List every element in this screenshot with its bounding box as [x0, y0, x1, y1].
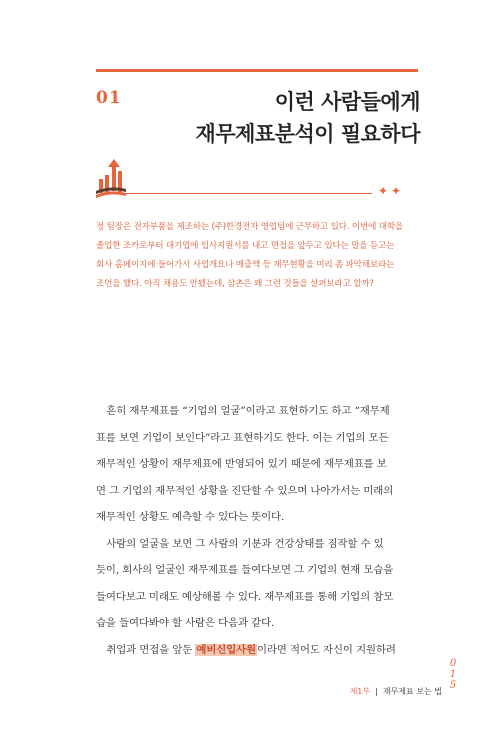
body-line: 면 그 기업의 재무적인 상황을 진단할 수 있으며 나아가서는 미래의 — [96, 484, 394, 497]
body-line: 재무적인 상황도 예측할 수 있다는 뜻이다. — [96, 511, 285, 523]
body-line: 듯이, 회사의 얼굴인 재무제표를 들여다보면 그 기업의 현재 모습을 — [96, 564, 394, 576]
body-line: 들여다보고 미래도 예상해볼 수 있다. 재무제표를 통해 기업의 참모 — [96, 590, 394, 603]
body-line-last-before: 취업과 면접을 앞둔 — [96, 643, 196, 656]
body-line: 사람의 얼굴을 보면 그 사람의 기분과 건강상태를 짐작할 수 있 — [96, 537, 384, 550]
chapter-number: 01 — [96, 88, 122, 108]
intro-line: 회사 홈페이지에 들어가서 사업개요나 매출액 등 재무현황을 미리 좀 파악해보라는 — [96, 260, 395, 270]
intro-line: 정 팀장은 전자부품을 제조하는 (주)한경전자 영업팀에 근무하고 있다. 이번에 대학을 — [96, 222, 404, 232]
chapter-title-line-2: 재무제표분석이 필요하다 — [195, 122, 420, 146]
intro-line: 조언을 했다. 아직 채용도 안됐는데, 삼촌은 왜 그런 것들을 살펴보라고 할까? — [96, 279, 374, 289]
body-line: 습을 들여다봐야 할 사람은 다음과 같다. — [96, 617, 275, 629]
intro-paragraph — [96, 218, 420, 294]
footer-part: 제1부 — [349, 687, 371, 696]
page-number — [448, 658, 458, 691]
highlighted-term: 예비신입사원 — [196, 643, 257, 656]
running-footer — [350, 686, 442, 697]
chapter-title — [120, 86, 420, 150]
footer-section: 재무제표 보는 법 — [382, 687, 442, 696]
body-line: 재무적인 상황이 재무제표에 반영되어 있기 때문에 재무제표를 보 — [96, 458, 387, 470]
chapter-title-line-1: 이런 사람들에게 — [274, 90, 420, 114]
page-digit: 5 — [449, 680, 457, 691]
body-line: 표를 보면 기업이 보인다”라고 표현하기도 한다. 이는 기업의 모든 — [96, 431, 389, 444]
bar-chart-icon — [96, 155, 126, 199]
body-text — [96, 398, 420, 663]
body-line-last-after: 이라면 적어도 자신이 지원하려 — [257, 643, 396, 656]
ornament-stars: ✦✦ — [378, 184, 405, 198]
footer-separator: | — [375, 687, 378, 696]
page-digit: 1 — [449, 669, 457, 680]
page-digit: 0 — [449, 658, 457, 669]
title-underline — [124, 193, 372, 194]
top-rule — [96, 69, 418, 72]
body-line-last — [96, 637, 420, 664]
intro-line: 졸업한 조카로부터 대기업에 입사지원서를 내고 면접을 앞두고 있다는 말을 듣고는 — [96, 241, 395, 251]
body-line: 흔히 재무제표를 “기업의 얼굴”이라고 표현하기도 하고 “재무제 — [96, 405, 390, 417]
